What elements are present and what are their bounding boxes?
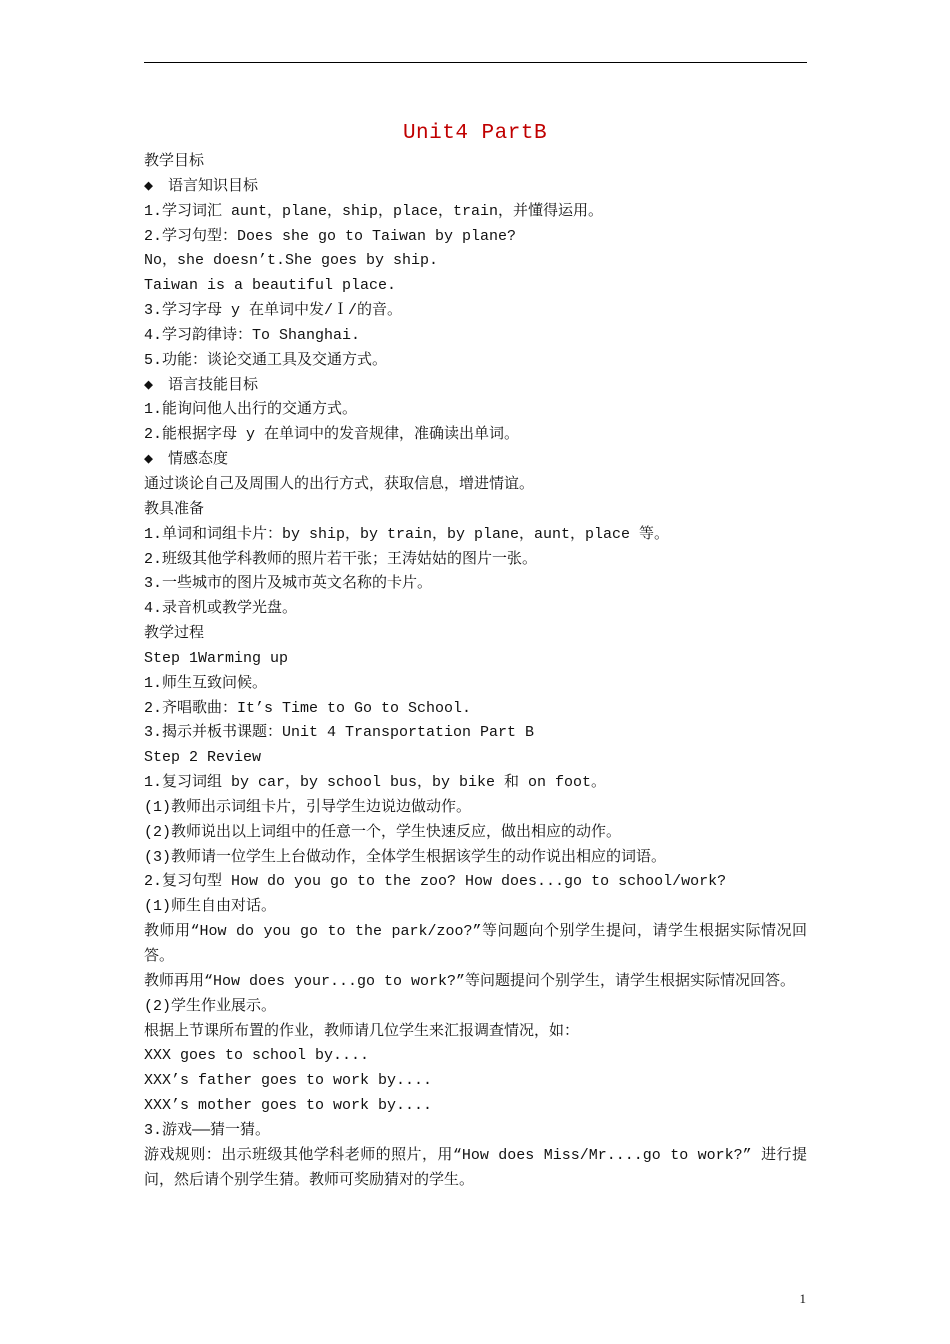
text-line xyxy=(144,473,807,498)
text-line xyxy=(144,846,807,871)
document-body xyxy=(144,150,807,1193)
line-text: (2)教师说出以上词组中的任意一个，学生快速反应，做出相应的动作。 xyxy=(144,823,622,841)
header-rule xyxy=(144,62,807,63)
text-line xyxy=(144,746,807,771)
line-text: 2.齐唱歌曲：It’s Time to Go to School. xyxy=(144,699,472,717)
text-line xyxy=(144,970,807,995)
line-text: (1)师生自由对话。 xyxy=(144,898,277,916)
text-line xyxy=(144,175,807,200)
text-line xyxy=(144,771,807,796)
line-text: 1.能询问他人出行的交通方式。 xyxy=(144,401,358,419)
line-text: 2.能根据字母 y 在单词中的发音规律，准确读出单词。 xyxy=(144,426,520,444)
line-text: 4.学习韵律诗：To Shanghai. xyxy=(144,326,361,344)
text-line xyxy=(144,498,807,523)
text-line xyxy=(144,995,807,1020)
line-text: 2.学习句型：Does she go to Taiwan by plane? xyxy=(144,227,517,245)
text-line xyxy=(144,299,807,324)
text-line xyxy=(144,622,807,647)
line-text: 教师用“How do you go to the park/zoo?”等问题向个别学生提问，请学生根据实际情况回答。 xyxy=(144,923,807,965)
text-line xyxy=(144,374,807,399)
line-text: 游戏规则：出示班级其他学科老师的照片，用“How does Miss/Mr....go to work?” 进行提问，然后请个别学生猜。教师可奖励猜对的学生。 xyxy=(144,1146,807,1189)
line-text: (3)教师请一位学生上台做动作，全体学生根据该学生的动作说出相应的词语。 xyxy=(144,848,667,866)
text-line xyxy=(144,821,807,846)
text-line xyxy=(144,721,807,746)
line-text: 根据上节课所布置的作业，教师请几位学生来汇报调查情况，如： xyxy=(144,1022,580,1040)
line-text: 教学过程 xyxy=(144,625,205,643)
text-line xyxy=(144,672,807,697)
text-line xyxy=(144,870,807,895)
diamond-bullet-icon: ◆ xyxy=(144,376,154,394)
line-text: 情感态度 xyxy=(168,451,229,469)
text-line xyxy=(144,225,807,250)
text-line xyxy=(144,274,807,299)
text-line xyxy=(144,448,807,473)
text-line xyxy=(144,398,807,423)
page-number: 1 xyxy=(799,1291,806,1306)
text-line xyxy=(144,150,807,175)
diamond-bullet-icon: ◆ xyxy=(144,451,154,469)
line-text: Step 1Warming up xyxy=(144,649,289,667)
text-line xyxy=(144,697,807,722)
line-text: 1.单词和词组卡片：by ship，by train，by plane，aunt，place 等。 xyxy=(144,525,670,543)
text-line xyxy=(144,324,807,349)
line-text: 教具准备 xyxy=(144,500,205,518)
diamond-bullet-icon: ◆ xyxy=(144,177,154,195)
line-text: Step 2 Review xyxy=(144,749,262,767)
text-line xyxy=(144,423,807,448)
line-text: 通过谈论自己及周围人的出行方式，获取信息，增进情谊。 xyxy=(144,475,535,493)
line-text: 教学目标 xyxy=(144,153,205,170)
text-line xyxy=(144,349,807,374)
line-text: 1.学习词汇 aunt，plane，ship，place，train，并懂得运用。 xyxy=(144,202,604,220)
text-line xyxy=(144,1069,807,1094)
line-text: 4.录音机或教学光盘。 xyxy=(144,600,298,618)
line-text: 3.学习字母 y 在单词中发/Ｉ/的音。 xyxy=(144,302,403,320)
line-text: 2.班级其他学科教师的照片若干张；王涛姑姑的图片一张。 xyxy=(144,550,538,568)
line-text: 5.功能：谈论交通工具及交通方式。 xyxy=(144,351,388,369)
text-line xyxy=(144,1044,807,1069)
text-line xyxy=(144,548,807,573)
text-line xyxy=(144,249,807,274)
line-text: 语言技能目标 xyxy=(168,376,259,394)
page-title: Unit4 PartB xyxy=(402,122,548,145)
line-text: XXX’s mother goes to work by.... xyxy=(144,1097,433,1115)
line-text: XXX’s father goes to work by.... xyxy=(144,1072,433,1090)
text-line xyxy=(144,572,807,597)
text-line xyxy=(144,1144,807,1194)
line-text: (1)教师出示词组卡片，引导学生边说边做动作。 xyxy=(144,798,472,816)
text-line xyxy=(144,1020,807,1045)
line-text: 3.一些城市的图片及城市英文名称的卡片。 xyxy=(144,575,433,593)
line-text: 3.揭示并板书课题：Unit 4 Transportation Part B xyxy=(144,724,535,742)
text-line xyxy=(144,647,807,672)
line-text: No，she doesn’t.She goes by ship. xyxy=(144,252,439,270)
line-text: (2)学生作业展示。 xyxy=(144,997,277,1015)
text-line xyxy=(144,895,807,920)
text-line xyxy=(144,920,807,970)
line-text: Taiwan is a beautiful place. xyxy=(144,277,397,295)
line-text: XXX goes to school by.... xyxy=(144,1047,370,1065)
text-line xyxy=(144,597,807,622)
text-line xyxy=(144,200,807,225)
line-text: 2.复习句型 How do you go to the zoo? How does...go to school/work? xyxy=(144,873,727,891)
line-text: 1.复习词组 by car，by school bus，by bike 和 on foot。 xyxy=(144,774,607,792)
text-line xyxy=(144,1119,807,1144)
line-text: 3.游戏——猜一猜。 xyxy=(144,1121,271,1139)
text-line xyxy=(144,523,807,548)
line-text: 教师再用“How does your...go to work?”等问题提问个别学生，请学生根据实际情况回答。 xyxy=(144,972,796,990)
text-line xyxy=(144,796,807,821)
text-line xyxy=(144,1094,807,1119)
line-text: 1.师生互致问候。 xyxy=(144,674,268,692)
line-text: 语言知识目标 xyxy=(168,177,259,195)
